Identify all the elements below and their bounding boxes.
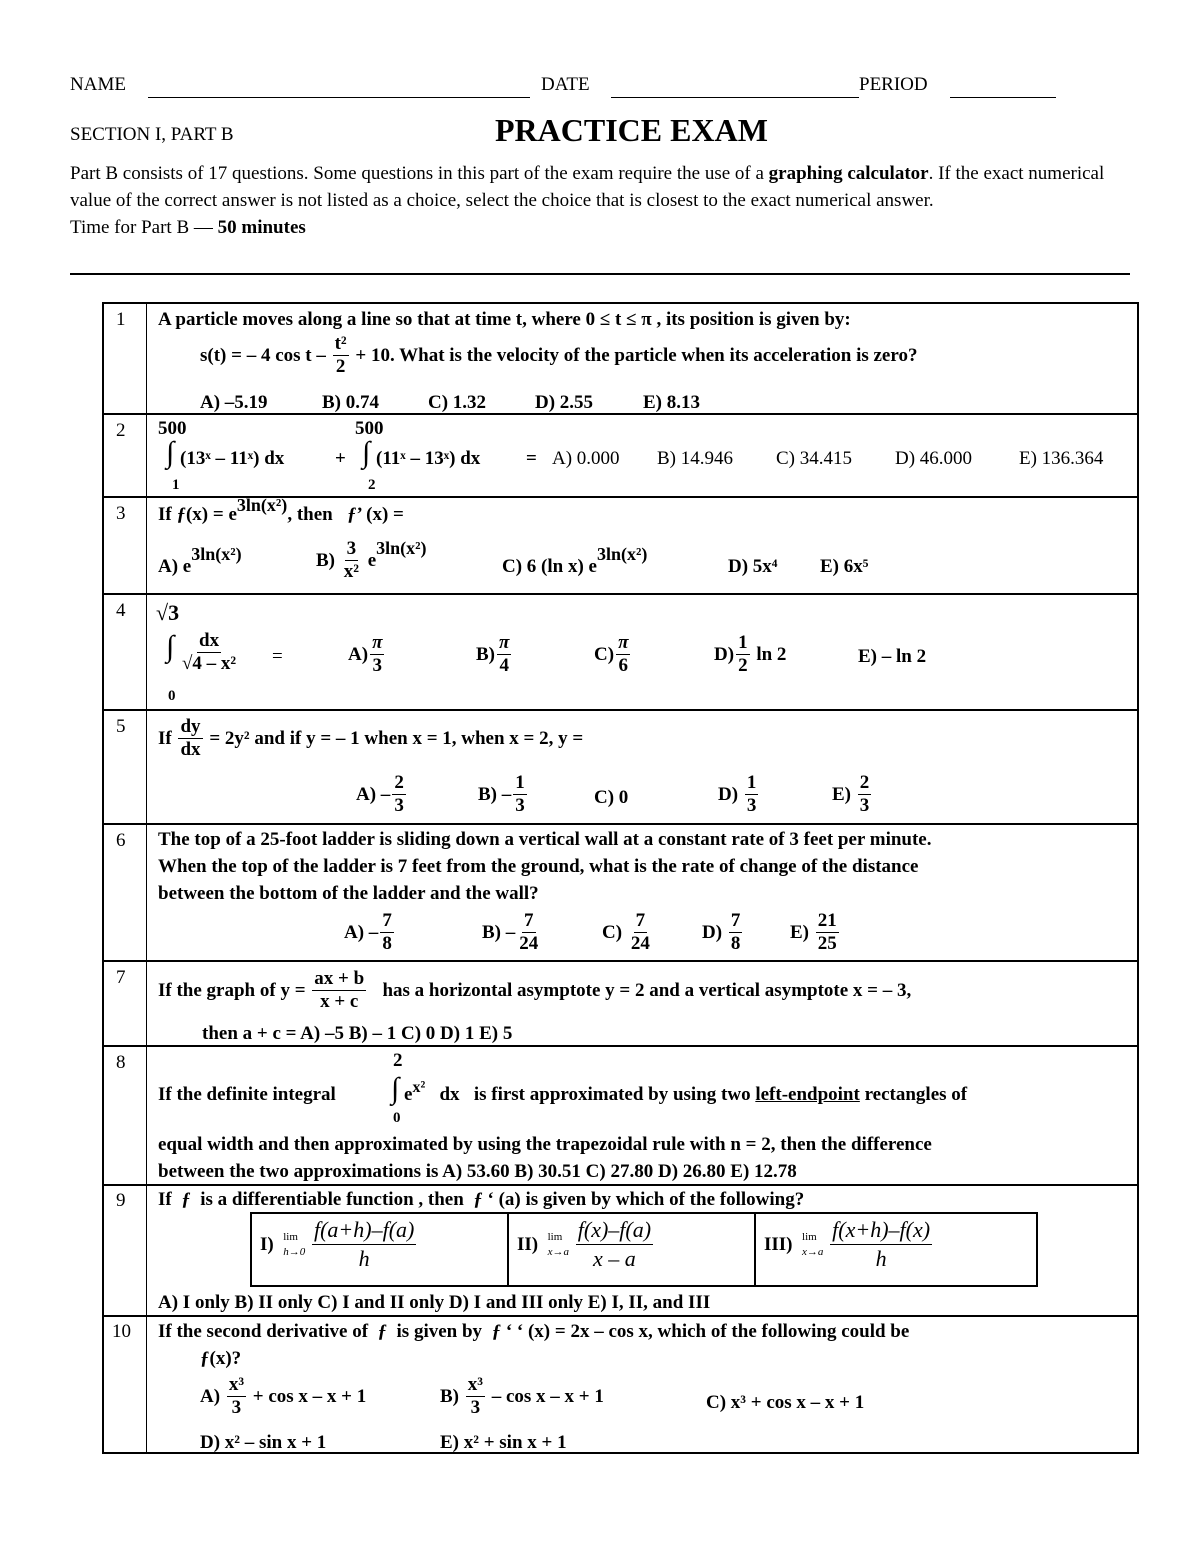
q4-equals: = [272, 646, 283, 667]
q4-num: dx [199, 630, 220, 651]
q4-upper-limit: √3 [156, 600, 180, 625]
intro-graphing: graphing [768, 163, 843, 184]
q6-choice-d[interactable] [702, 910, 744, 955]
q9-option-1 [260, 1216, 418, 1273]
q9-mid: is a differentiable function , then [200, 1189, 464, 1210]
q5-b-den: 3 [515, 795, 525, 816]
q9-lim-sub: x→a [547, 1245, 570, 1258]
q10-f2: ƒ [491, 1321, 502, 1342]
date-field-line[interactable] [611, 97, 859, 98]
q9-options-divider [754, 1212, 756, 1287]
date-label: DATE [541, 74, 590, 95]
q3-b-exp: 3ln(x²) [376, 538, 427, 558]
q10-choice-e[interactable]: E) x² + sin x + 1 [440, 1432, 567, 1453]
q6-stem-line-2: When the top of the ladder is 7 feet from the ground, what is the rate of change of the distance [158, 856, 919, 877]
q10-a-frac [227, 1374, 246, 1419]
q9-opt2-den: x – a [593, 1246, 636, 1271]
q3-then: , then [287, 504, 333, 525]
q6-e-num: 21 [817, 910, 837, 931]
question-number: 3 [116, 503, 126, 524]
q4-den: √4 – x² [182, 653, 237, 674]
q10-a-den: 3 [231, 1397, 242, 1418]
q2-integral-sign-2: ∫ [362, 436, 371, 469]
q2-choice[interactable]: C) 34.415 [776, 448, 852, 469]
q9-opt2-num: f(x)–f(a) [576, 1216, 653, 1245]
q10-b-frac [466, 1374, 485, 1419]
q4-c-label: C) [594, 643, 615, 665]
q4-choice-d[interactable] [714, 632, 786, 677]
q9-lim-sub: h→0 [283, 1245, 306, 1258]
q8-integrand [404, 1079, 968, 1106]
q8-stem-line-2: equal width and then approximated by using the trapezoidal rule with n = 2, then the difference [158, 1134, 932, 1155]
q6-c-frac [629, 910, 652, 955]
question-number: 1 [116, 309, 126, 330]
q9-if: If [158, 1189, 172, 1210]
q10-b-den: 3 [470, 1397, 481, 1418]
q2-choice[interactable]: A) 0.000 [552, 448, 620, 469]
q5-dx: dx [180, 739, 201, 760]
q2-upper-limit-1: 500 [158, 418, 187, 439]
q4-lower-limit: 0 [168, 688, 176, 704]
q5-stem [158, 716, 583, 761]
q8-upper-limit: 2 [393, 1050, 403, 1071]
q9-option-3 [764, 1216, 934, 1273]
number-column-divider [146, 302, 147, 1454]
q5-derivative [178, 716, 202, 761]
q6-e-den: 25 [817, 933, 837, 954]
q6-b-num: 7 [524, 910, 534, 931]
q5-e-frac [858, 772, 872, 817]
q5-if: If [158, 727, 172, 749]
question-number: 2 [116, 420, 126, 441]
q5-choice-d[interactable] [718, 772, 760, 817]
q3-stem [158, 495, 404, 526]
q4-choice-e[interactable]: E) – ln 2 [858, 646, 927, 667]
q2-choice[interactable]: B) 14.946 [657, 448, 733, 469]
q3-a-exp: 3ln(x²) [191, 544, 242, 564]
q4-c-frac [616, 632, 630, 677]
q6-choice-e[interactable] [790, 910, 841, 955]
name-field-line[interactable] [148, 97, 530, 98]
q1-pos-post: + 10. What is the velocity of the particle when its acceleration is zero? [355, 344, 918, 366]
q6-b-den: 24 [519, 933, 539, 954]
q6-b-label: B) – [482, 921, 516, 943]
q9-opt2-frac [576, 1216, 653, 1273]
q3-fx: (x) = e [185, 504, 237, 525]
q3-choice-d[interactable]: D) 5x⁴ [728, 556, 778, 577]
q8-left-endpoint: left-endpoint [755, 1084, 860, 1105]
q9-opt2-label: II) [517, 1233, 539, 1255]
q4-a-label: A) [348, 643, 369, 665]
q10-b-label: B) [440, 1385, 459, 1407]
q1-frac-num: t² [334, 333, 347, 354]
q9-opt1-num: f(a+h)–f(a) [312, 1216, 416, 1245]
q4-choice-b[interactable] [476, 632, 513, 677]
intro-text-2: . If the exact numerical value of the correct answer is not listed as a choice, select the choice that is closest to the exact numerical answer. [70, 163, 1105, 211]
section-label: SECTION I, PART B [70, 124, 234, 145]
q5-e-num: 2 [859, 772, 870, 793]
q9-opt1-label: I) [260, 1233, 274, 1255]
q6-a-den: 8 [382, 933, 392, 954]
q1-position-equation [200, 333, 917, 378]
q6-choice-c[interactable] [602, 910, 654, 955]
q8-mid: is first approximated by using two [473, 1084, 751, 1105]
q9-options-divider [507, 1212, 509, 1287]
q4-b-num: π [499, 632, 510, 653]
q7-post: has a horizontal asymptote y = 2 and a vertical asymptote x = – 3, [382, 979, 912, 1001]
q10-f: ƒ [377, 1321, 388, 1342]
q10-a-post: + cos x – x + 1 [252, 1385, 367, 1407]
q7-choices[interactable]: then a + c = A) –5 B) – 1 C) 0 D) 1 E) 5 [202, 1023, 513, 1044]
period-field-line[interactable] [950, 97, 1056, 98]
q3-a-label: A) e [158, 556, 192, 577]
q5-e-label: E) [832, 783, 851, 805]
q4-c-num: π [618, 632, 629, 653]
q3-choice-a[interactable] [158, 544, 242, 578]
intro-text-1: Part B consists of 17 questions. Some questions in this part of the exam require the use of a [70, 163, 764, 184]
q2-upper-limit-2: 500 [355, 418, 384, 439]
q2-integral-sign-1: ∫ [166, 436, 175, 469]
q6-c-num: 7 [635, 910, 646, 931]
q6-choice-a[interactable] [344, 910, 396, 955]
q10-choice-c[interactable]: C) x³ + cos x – x + 1 [706, 1392, 865, 1413]
q2-equals: = [526, 448, 537, 469]
q6-c-label: C) [602, 921, 623, 943]
q9-opt3-lim [802, 1230, 823, 1260]
question-number: 8 [116, 1052, 126, 1073]
q5-a-frac [392, 772, 406, 817]
q6-choice-b[interactable] [482, 910, 542, 955]
q5-choice-b[interactable] [478, 772, 529, 817]
q5-choice-a[interactable] [356, 772, 408, 817]
row-divider [102, 709, 1139, 711]
q6-a-num: 7 [382, 910, 392, 931]
period-label: PERIOD [859, 74, 928, 95]
q8-exp: x² [412, 1079, 426, 1096]
q4-d-post: ln 2 [756, 643, 787, 665]
q9-stem [158, 1189, 804, 1211]
q3-b-num: 3 [346, 538, 357, 559]
q2-lower-limit-2: 2 [368, 477, 376, 493]
row-divider [102, 1045, 1139, 1047]
q2-choice[interactable]: E) 136.364 [1019, 448, 1104, 469]
q9-lim-word: lim [547, 1230, 563, 1243]
time-label: Time for Part B — [70, 217, 213, 238]
q1-choice[interactable]: E) 8.13 [643, 392, 700, 413]
q1-pos-pre: s(t) = – 4 cos t – [200, 344, 326, 366]
q5-d-num: 1 [746, 772, 757, 793]
q5-d-label: D) [718, 783, 739, 805]
q6-d-frac [729, 910, 743, 955]
q9-f: ƒ [181, 1189, 191, 1210]
question-number: 9 [116, 1190, 126, 1211]
q10-b-num: x³ [467, 1374, 483, 1395]
q4-d-num: 1 [738, 632, 748, 653]
q4-fraction [180, 630, 238, 675]
q10-a-label: A) [200, 1385, 221, 1407]
q6-a-label: A) – [344, 921, 379, 943]
q4-d-label: D) [714, 643, 735, 665]
q8-integral-sign: ∫ [391, 1072, 400, 1105]
q2-integrand-1: (13ˣ – 11ˣ) dx [180, 448, 285, 469]
q5-b-num: 1 [515, 772, 525, 793]
q7-fraction [312, 968, 366, 1013]
q9-f2: ƒ [473, 1189, 483, 1210]
q4-choice-a[interactable] [348, 632, 386, 677]
q3-b-e: e [367, 549, 377, 571]
q10-choice-b[interactable] [440, 1374, 604, 1419]
name-label: NAME [70, 74, 126, 95]
q6-e-frac [816, 910, 839, 955]
q8-e: e [404, 1084, 413, 1105]
q10-choice-d[interactable]: D) x² – sin x + 1 [200, 1432, 327, 1453]
page-title: PRACTICE EXAM [495, 112, 768, 148]
q3-c-label: C) 6 (ln x) e [502, 556, 597, 577]
q9-lim-sub: x→a [802, 1245, 824, 1258]
q1-stem: A particle moves along a line so that at time t, where 0 ≤ t ≤ π , its position is given by: [158, 309, 851, 330]
q6-b-frac [517, 910, 540, 955]
q10-mid: is given by [396, 1321, 483, 1342]
q7-pre: If the graph of y = [158, 979, 306, 1001]
q1-choice[interactable]: C) 1.32 [428, 392, 487, 413]
row-divider [102, 960, 1139, 962]
header-divider [70, 273, 1130, 275]
q6-d-label: D) [702, 921, 723, 943]
q9-opt1-den: h [358, 1246, 370, 1271]
time-value: 50 minutes [217, 217, 306, 238]
q3-c-exp: 3ln(x²) [596, 544, 648, 564]
q9-lim-word: lim [802, 1230, 817, 1243]
q4-choice-c[interactable] [594, 632, 632, 677]
q9-post: ‘ (a) is given by which of the following? [487, 1189, 805, 1210]
q6-c-den: 24 [630, 933, 650, 954]
row-divider [102, 1184, 1139, 1186]
q7-stem [158, 968, 911, 1013]
intro-calculator: calculator [847, 163, 929, 184]
q9-opt2-lim [548, 1230, 569, 1260]
q10-stem-line-2: ƒ(x)? [200, 1348, 242, 1369]
q6-d-den: 8 [730, 933, 741, 954]
q3-f: ƒ [176, 504, 186, 525]
question-number: 7 [116, 967, 126, 988]
q1-choice[interactable]: B) 0.74 [322, 392, 379, 413]
q4-c-den: 6 [618, 655, 628, 676]
q5-a-num: 2 [394, 772, 404, 793]
q3-choice-c[interactable] [502, 544, 648, 578]
q5-e-den: 3 [859, 795, 870, 816]
instructions [70, 160, 1115, 241]
q4-integrand [178, 630, 240, 675]
q10-a-num: x³ [228, 1374, 245, 1395]
q9-opt3-num: f(x+h)–f(x) [830, 1216, 932, 1245]
row-divider [102, 823, 1139, 825]
q8-dx: dx [439, 1084, 460, 1105]
q3-if: If [158, 504, 172, 525]
q3-b-den: x² [343, 561, 359, 582]
q5-rest: = 2y² and if y = – 1 when x = 1, when x = 2, y = [209, 727, 584, 749]
q10-pre: If the second derivative of [158, 1321, 369, 1342]
q4-d-den: 2 [738, 655, 748, 676]
q9-choices[interactable]: A) I only B) II only C) I and II only D) I and III only E) I, II, and III [158, 1292, 711, 1313]
q2-choice[interactable]: D) 46.000 [895, 448, 973, 469]
q1-frac-den: 2 [335, 356, 346, 377]
q8-lower-limit: 0 [393, 1110, 401, 1126]
q5-choice-e[interactable] [832, 772, 873, 817]
q3-b-label: B) [316, 549, 335, 571]
q7-num: ax + b [314, 968, 365, 989]
q6-e-label: E) [790, 921, 809, 943]
q5-d-frac [745, 772, 759, 817]
q3-fprime-x: ’ (x) = [356, 504, 404, 525]
q5-b-label: B) – [478, 783, 512, 805]
q9-option-2 [517, 1216, 655, 1273]
question-number: 6 [116, 830, 126, 851]
q3-b-fraction [342, 538, 361, 583]
q4-a-num: π [372, 632, 383, 653]
q2-integrand-2: (11ˣ – 13ˣ) dx [376, 448, 481, 469]
q5-d-den: 3 [746, 795, 757, 816]
q10-post: ‘ ‘ (x) = 2x – cos x, which of the following could be [505, 1321, 910, 1342]
q5-choice-c[interactable]: C) 0 [594, 787, 629, 808]
q5-a-den: 3 [394, 795, 404, 816]
question-number: 5 [116, 716, 126, 737]
q6-d-num: 7 [730, 910, 741, 931]
q2-plus: + [335, 448, 346, 469]
q3-fprime: ƒ [346, 504, 357, 525]
q9-opt3-frac [830, 1216, 932, 1273]
q10-stem [158, 1321, 909, 1343]
q10-b-post: – cos x – x + 1 [491, 1385, 604, 1407]
question-number: 10 [112, 1321, 131, 1342]
q10-choice-a[interactable] [200, 1374, 366, 1419]
q9-opt3-den: h [875, 1246, 887, 1271]
q4-a-den: 3 [372, 655, 382, 676]
q5-dy: dy [180, 716, 201, 737]
question-number: 4 [116, 600, 126, 621]
q1-choice[interactable]: A) –5.19 [200, 392, 268, 413]
q6-stem-line-1: The top of a 25-foot ladder is sliding down a vertical wall at a constant rate of 3 feet per minute. [158, 829, 932, 850]
q4-b-label: B) [476, 643, 495, 665]
q9-opt1-lim [283, 1230, 305, 1260]
q9-opt1-frac [312, 1216, 416, 1273]
q4-d-frac [736, 632, 750, 677]
q5-a-label: A) – [356, 783, 391, 805]
q8-pre: If the definite integral [158, 1084, 336, 1105]
q9-lim-word: lim [283, 1230, 298, 1243]
q8-post: rectangles of [864, 1084, 968, 1105]
q1-choice[interactable]: D) 2.55 [535, 392, 594, 413]
q6-a-frac [380, 910, 394, 955]
q2-lower-limit-1: 1 [172, 477, 180, 493]
q3-exponent: 3ln(x²) [236, 495, 288, 515]
q6-stem-line-3: between the bottom of the ladder and the wall? [158, 883, 539, 904]
q3-choice-b[interactable] [316, 538, 427, 583]
q3-choice-e[interactable]: E) 6x⁵ [820, 556, 869, 577]
q9-opt3-label: III) [764, 1233, 793, 1255]
q4-b-frac [497, 632, 511, 677]
q8-stem-line-3[interactable]: between the two approximations is A) 53.60 B) 30.51 C) 27.80 D) 26.80 E) 12.78 [158, 1161, 797, 1182]
q1-fraction [333, 333, 349, 378]
q4-integral-sign: ∫ [166, 630, 175, 663]
q4-a-frac [370, 632, 384, 677]
q7-den: x + c [320, 991, 359, 1012]
row-divider [102, 593, 1139, 595]
row-divider [102, 1315, 1139, 1317]
q4-b-den: 4 [499, 655, 509, 676]
q5-b-frac [513, 772, 527, 817]
